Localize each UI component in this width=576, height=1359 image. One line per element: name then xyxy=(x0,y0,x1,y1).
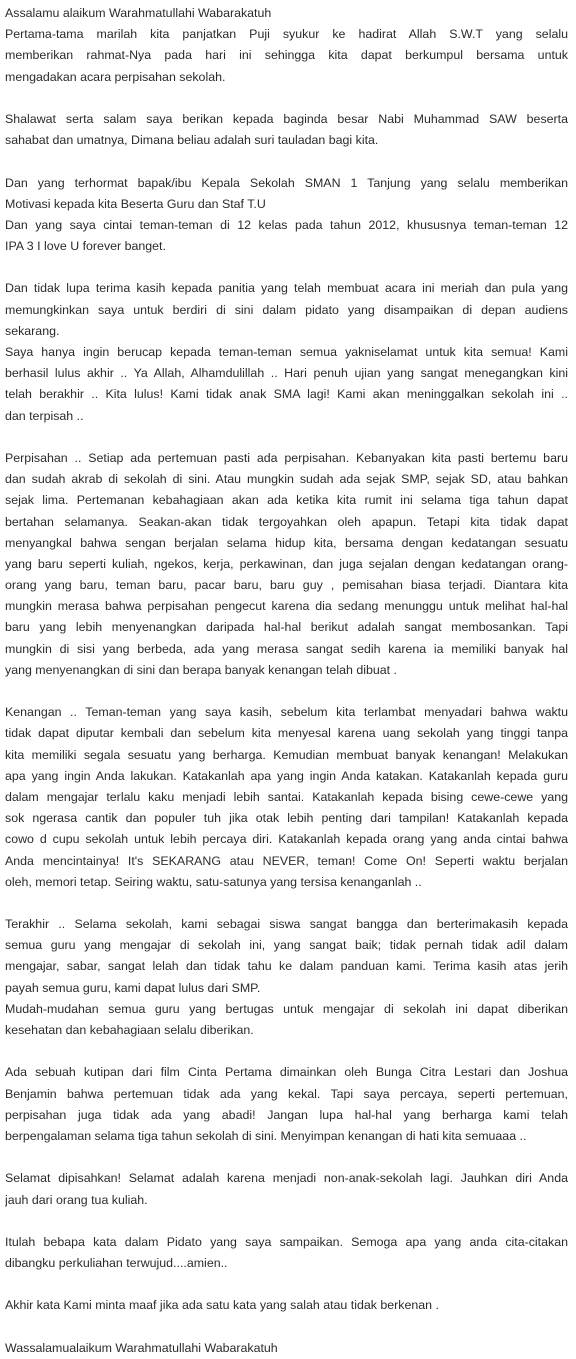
text-line: jauh dari orang tua kuliah. xyxy=(5,1192,148,1207)
text-line: baru yang lebih menyenangkan daripada hal-hal berikut adalah sangat membosankan. Tapi xyxy=(5,620,568,635)
text-line: tidak dapat diputar kembali dan sebelum kita menyesal karena uang sekolah yang tinggi tanpa xyxy=(5,726,568,741)
text-line: oleh, memori tetap. Seiring waktu, satu-satunya yang tersisa kenanganlah .. xyxy=(5,874,422,889)
text-line: mungkin di sisi yang berbeda, ada yang merasa sangat sedih karena ia memiliki banyak hal xyxy=(5,641,568,656)
text-line: Pertama-tama marilah kita panjatkan Puji syukur ke hadirat Allah S.W.T yang selalu xyxy=(5,27,568,42)
text-line: sok ngerasa cantik dan populer tuh jika otak lebih penting dari tampilan! Katakanlah kepada xyxy=(5,811,568,826)
text-line: Selamat dipisahkan! Selamat adalah karena menjadi non-anak-sekolah lagi. Jauhkan diri Anda xyxy=(5,1171,568,1186)
text-line: sahabat dan umatnya, Dimana beliau adalah suri tauladan bagi kita. xyxy=(5,133,379,148)
text-line: Dan tidak lupa terima kasih kepada panitia yang telah membuat acara ini meriah dan pula yang xyxy=(5,281,568,296)
text-line: dalam mengajar terlalu kaku menjadi lebih santai. Katakanlah kepada bising cewe-cewe yang xyxy=(5,789,568,804)
speech-body xyxy=(5,24,568,1316)
text-line: Saya hanya ingin berucap kepada teman-teman semua yakniselamat untuk kita semua! Kami xyxy=(5,345,568,359)
text-line: sejak lima. Pertemanan kebahagiaan akan ada ketika kita rumit ini selama tiga tahun dapat xyxy=(5,493,568,508)
text-line: telah berakhir .. Kita lulus! Kami tidak anak SMA lagi! Kami akan meninggalkan sekolah ini .. xyxy=(5,387,568,402)
text-line: berpengalaman selama tiga tahun sekolah di sini. Menyimpan kenangan di hati kita semuaaa .. xyxy=(5,1128,527,1143)
text-line: dibangku perkuliahan terwujud....amien.. xyxy=(5,1256,228,1271)
text-line: Dan yang saya cintai teman-teman di 12 kelas pada tahun 2012, khususnya teman-teman 12 xyxy=(5,217,568,232)
text-line: bertahan selamanya. Seakan-akan tidak tergoyahkan oleh apapun. Tetapi kita tidak dapat xyxy=(5,514,568,529)
text-line: perpisahan juga tidak ada yang abadi! Jangan lupa hal-hal yang berharga kami telah xyxy=(5,1107,568,1122)
text-line: payah semua guru, kami dapat lulus dari SMP. xyxy=(5,980,261,995)
text-line: orang yang baru, teman baru, pacar baru, baru guy , pemisahan biasa terjadi. Diantara kita xyxy=(5,578,568,593)
text-line: Shalawat serta salam saya berikan kepada baginda besar Nabi Muhammad SAW beserta xyxy=(5,111,568,126)
text-line: yang baru seperti kuliah, ngekos, kerja, perkawinan, dan juga sejalan dengan kedatangan orang- xyxy=(5,556,568,571)
paragraph xyxy=(5,173,568,258)
paragraph xyxy=(5,448,568,681)
paragraph xyxy=(5,914,568,1041)
text-line: mengadakan acara perpisahan sekolah. xyxy=(5,69,226,84)
text-line: sekarang. xyxy=(5,323,60,338)
text-line: Anda mencintainya! It's SEKARANG atau NEVER, teman! Come On! Seperti waktu berjalan xyxy=(5,853,568,868)
text-line: dan sudah akrab di sekolah di sini. Atau mungkin sudah ada sejak SMP, sejak SD, atau bahkan xyxy=(5,472,568,487)
closing-line: Wassalamualaikum Warahmatullahi Wabarakatuh xyxy=(5,1340,278,1355)
text-line: apa yang ingin Anda lakukan. Katakanlah apa yang ingin Anda katakan. Katakanlah kepada guru xyxy=(5,768,568,783)
text-line: Terakhir .. Selama sekolah, kami sebagai siswa sangat bangga dan berterimakasih kepada xyxy=(5,917,568,932)
text-line: mengajar, sabar, sangat lelah dan tidak tahu ke dalam panduan kami. Terima kasih atas jerih xyxy=(5,959,568,974)
text-line: Itulah bebapa kata dalam Pidato yang saya sampaikan. Semoga apa yang anda cita-citakan xyxy=(5,1234,568,1249)
text-line: Benjamin bahwa pertemuan tidak ada yang kekal. Tapi saya percaya, seperti pertemuan, xyxy=(5,1086,568,1101)
paragraph xyxy=(5,702,568,893)
paragraph xyxy=(5,24,568,88)
paragraph xyxy=(5,1295,568,1316)
text-line: Kenangan .. Teman-teman yang saya kasih, sebelum kita terlambat menyadari bahwa waktu xyxy=(5,705,568,720)
paragraph xyxy=(5,1232,568,1274)
text-line: Ada sebuah kutipan dari film Cinta Pertama dimainkan oleh Bunga Citra Lestari dan Joshua xyxy=(5,1065,568,1080)
text-line: memungkinkan saya untuk berdiri di sini dalam pidato yang disampaikan di depan audiens xyxy=(5,302,568,317)
paragraph xyxy=(5,278,568,426)
text-line: Perpisahan .. Setiap ada pertemuan pasti ada perpisahan. Kebanyakan kita pasti bertemu baru xyxy=(5,450,568,465)
text-line: berhasil lulus akhir .. Ya Allah, Alhamdulillah .. Hari penuh ujian yang sangat menegangkan kini xyxy=(5,366,568,381)
text-line: Mudah-mudahan semua guru yang bertugas untuk mengajar di sekolah ini dapat diberikan xyxy=(5,1001,568,1016)
text-line: Motivasi kepada kita Beserta Guru dan Staf T.U xyxy=(5,196,266,211)
text-line: dan terpisah .. xyxy=(5,408,84,423)
text-line: menyangkal bahwa sengan berjalan selama hidup kita, bersama dengan kedatangan sesuatu xyxy=(5,535,568,550)
text-line: IPA 3 I love U forever banget. xyxy=(5,239,166,254)
text-line: memberikan rahmat-Nya pada hari ini sehingga kita dapat berkumpul bersama untuk xyxy=(5,48,568,63)
paragraph xyxy=(5,1062,568,1147)
text-line: Dan yang terhormat bapak/ibu Kepala Sekolah SMAN 1 Tanjung yang selalu memberikan xyxy=(5,175,568,190)
text-line: kesehatan dan kebahagiaan selalu diberikan. xyxy=(5,1023,254,1037)
greeting-line: Assalamu alaikum Warahmatullahi Wabarakatuh xyxy=(5,6,272,20)
text-line: semua guru yang mengajar di sekolah ini, yang sangat baik; tidak pernah tidak adil dalam xyxy=(5,938,568,953)
paragraph xyxy=(5,109,568,151)
text-line: Akhir kata Kami minta maaf jika ada satu kata yang salah atau tidak berkenan . xyxy=(5,1298,439,1313)
paragraph xyxy=(5,1168,568,1210)
text-line: cowo d cupu sekolah untuk lebih percaya diri. Katakanlah kepada orang yang anda cintai bahwa xyxy=(5,832,568,847)
text-line: yang menyenangkan di sini dan berapa banyak kenangan telah dibuat . xyxy=(5,662,397,677)
text-line: kita memiliki segala sesuatu yang berharga. Kemudian membuat banyak kenangan! Melakukan xyxy=(5,747,568,762)
text-line: mungkin merasa bahwa perpisahan pengecut karena dia sedang menunggu untuk melihat hal-hal xyxy=(5,599,568,614)
